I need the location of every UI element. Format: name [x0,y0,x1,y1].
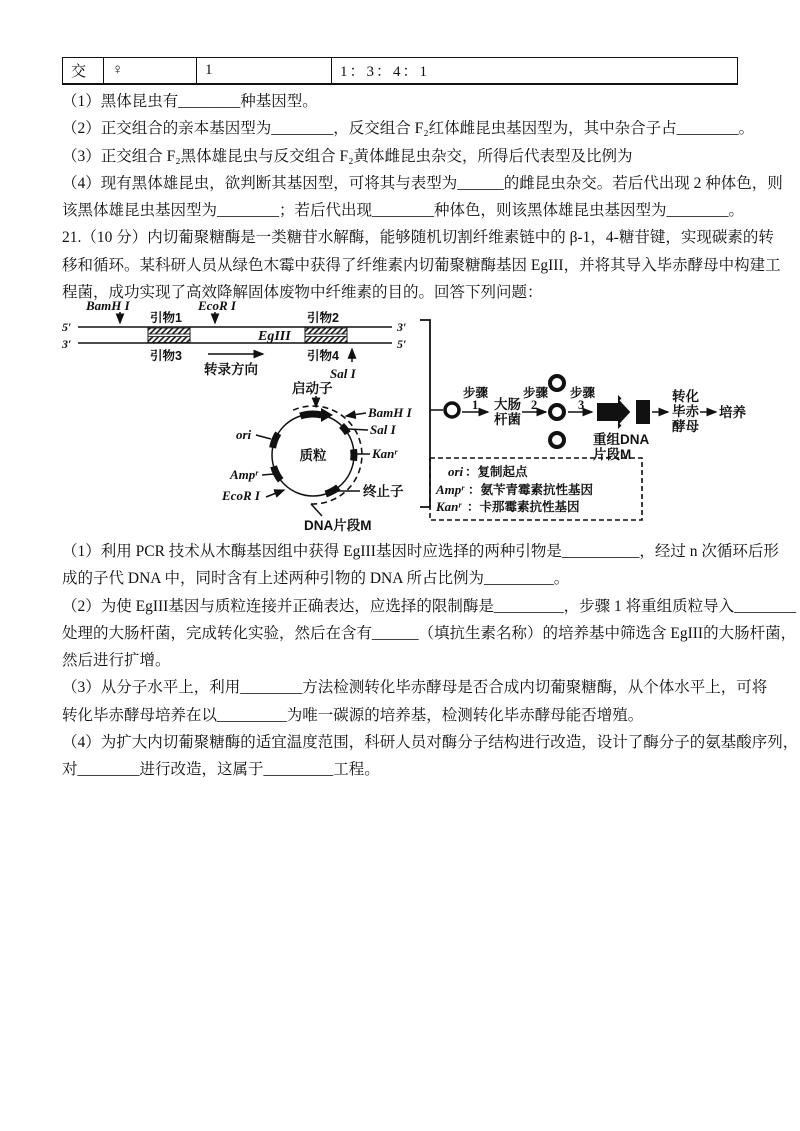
ecoli-label-line1: 大肠 [494,397,521,412]
linear-dna-diagram [61,298,406,381]
step1-number: 1 [472,398,479,412]
process-steps [445,376,747,462]
cloning-diagram [60,298,752,538]
q20-line-3: （3）正交组合 F₂黑体雄昆虫与反交组合 F₂黄体雌昆虫杂交，所得后代表型及比例为 [62,147,633,165]
q20-line-4: （4）现有黑体雄昆虫，欲判断其基因型，可将其与表型为______的雌昆虫杂交。若后代出现 2 种体色，则 [62,174,783,192]
plasmid-sali-label: Sal I [370,422,396,437]
primer1-label: 引物1 [150,311,182,325]
recombinant-dna-fragment-icon [597,395,650,429]
ecori-site-label: EcoR I [198,298,236,313]
primer3-label: 引物3 [150,349,182,363]
legend-ori-desc: ：复制起点 [465,465,528,479]
amp-pointer [262,474,274,475]
question21-sub-questions [62,538,799,784]
step1-label: 步骤 [463,386,489,400]
q20-line-2: （2）正交组合的亲本基因型为________，反交组合 F₂红体雌昆虫基因型为，其中杂合子占________。 [62,120,755,138]
q21-intro-line-1: 21.（10 分）内切葡聚糖酶是一类糖苷水解酶，能够随机切割纤维素链中的 β-1，4-糖苷键，实现碳素的转 [62,229,774,247]
primer2-box [305,328,347,334]
ori-pointer [256,435,271,439]
primer3-box [148,337,190,343]
q21-sub3-line-2: 转化毕赤酵母培养在以_________为唯一碳源的培养基，检测转化毕赤酵母能否增殖。 [62,706,644,724]
transcription-direction-label: 转录方向 [204,362,258,377]
legend-amp-desc: ：氨苄青霉素抗性基因 [468,483,594,497]
kan-label: Kanʳ [372,446,398,461]
primer4-label: 引物4 [307,349,339,363]
sali-site-label: Sal I [330,366,356,381]
dna-fragment-m-pointer [311,504,322,516]
step2-label: 步骤 [523,386,549,400]
bamhi-pointer-arrow [346,413,366,416]
primer4-box [305,337,347,343]
primer2-label: 引物2 [307,311,339,325]
sali-pointer [348,429,368,430]
q20-line-1: （1）黑体昆虫有________种基因型。 [62,93,318,110]
promoter-segment [300,414,321,416]
bacteria-colony-icon-bottom [550,433,564,447]
bacteria-colony-icon-top [550,376,564,390]
plasmid-name: 质粒 [299,448,327,463]
plasmid-diagram [221,380,413,533]
promoter-label: 启动子 [292,381,333,396]
cross-result-table [62,57,738,85]
three-prime-left: 3′ [62,337,72,351]
q21-sub4-line-2: 对________进行改造，这属于_________工程。 [62,761,380,779]
step3-label: 步骤 [570,386,596,400]
table-cell: 交 [63,58,104,83]
grouping-bracket [420,320,430,507]
legend-ori-name: ori [448,464,464,479]
recombinant-label-line1: 重组DNA [593,432,650,447]
question20-and-21-intro [62,88,783,306]
amp-label: Ampʳ [230,467,259,482]
ecori-pointer-arrow [266,490,284,497]
bacteria-colony-icon-middle [550,405,564,419]
q21-sub4-line-1: （4）为扩大内切葡聚糖酶的适宜温度范围，科研人员对酶分子结构进行改造，设计了酶分子的氨基酸序列， [62,734,799,752]
ecoli-label-line2: 杆菌 [494,412,521,427]
primer1-box [148,328,190,334]
legend-kan-name: Kanʳ [436,499,462,514]
table-cell-female-symbol: ♀ [104,58,197,83]
q21-sub2-line-2: 处理的大肠杆菌，完成转化实验，然后在含有______（填抗生素名称）的培养基中筛选含 EgIII的大肠杆菌， [62,624,797,642]
legend-kan-desc: ：卡那霉素抗性基因 [467,500,580,514]
q20-line-4-cont: 该黑体雄昆虫基因型为________；若后代出现________种体色，则该黑体雄昆虫基因型为________。 [62,202,745,220]
terminator-label: 终止子 [363,484,404,499]
step3-number: 3 [578,398,585,412]
transform-label-line2: 毕赤 [672,404,699,419]
recombinant-label-line2: 片段M [593,447,632,462]
three-prime-right: 3′ [397,320,407,334]
five-prime-right: 5′ [397,337,407,351]
q21-intro-line-2: 移和循环。某科研人员从绿色木霉中获得了纤维素内切葡聚糖酶基因 EgIII，并将其导入毕赤酵母中构建工 [62,256,781,274]
bamhi-site-label: BamH I [86,298,130,313]
q21-sub2-line-1: （2）为使 EgIII基因与质粒连接并正确表达，应选择的限制酶是_________，步骤 1 将重组质粒导入________ [62,597,797,615]
table-cell-ratio: 1：3：4：1 [340,64,430,80]
q21-sub2-line-3: 然后进行扩增。 [62,652,171,670]
five-prime-left: 5′ [62,320,72,334]
dna-fragment-m-label: DNA片段M [304,518,372,533]
recombinant-plasmid-icon [445,403,459,417]
q21-sub1-line-2: 成的子代 DNA 中，同时含有上述两种引物的 DNA 所占比例为_________。 [62,570,570,588]
legend-box [430,458,642,520]
plasmid-bamhi-label: BamH I [368,405,412,420]
culture-label: 培养 [719,405,746,420]
transform-label-line3: 酵母 [672,419,699,434]
ori-label: ori [236,427,252,442]
q21-sub1-line-1: （1）利用 PCR 技术从木酶基因组中获得 EgIII基因时应选择的两种引物是__________，经过 n 次循环后形 [62,543,779,560]
transform-label-line1: 转化 [672,389,699,404]
plasmid-ecori-label: EcoR I [222,488,260,503]
legend-amp-name: Ampʳ [436,482,465,497]
q21-intro-line-3: 程菌，成功实现了高效降解固体废物中纤维素的目的。回答下列问题： [62,284,543,302]
q21-sub3-line-1: （3）从分子水平上，利用________方法检测转化毕赤酵母是否合成内切葡聚糖酶，从个体水平上，可将 [62,679,768,697]
egiii-gene-label: EgIII [258,329,291,344]
table-cell: 1 [197,58,332,83]
step2-number: 2 [531,398,538,412]
